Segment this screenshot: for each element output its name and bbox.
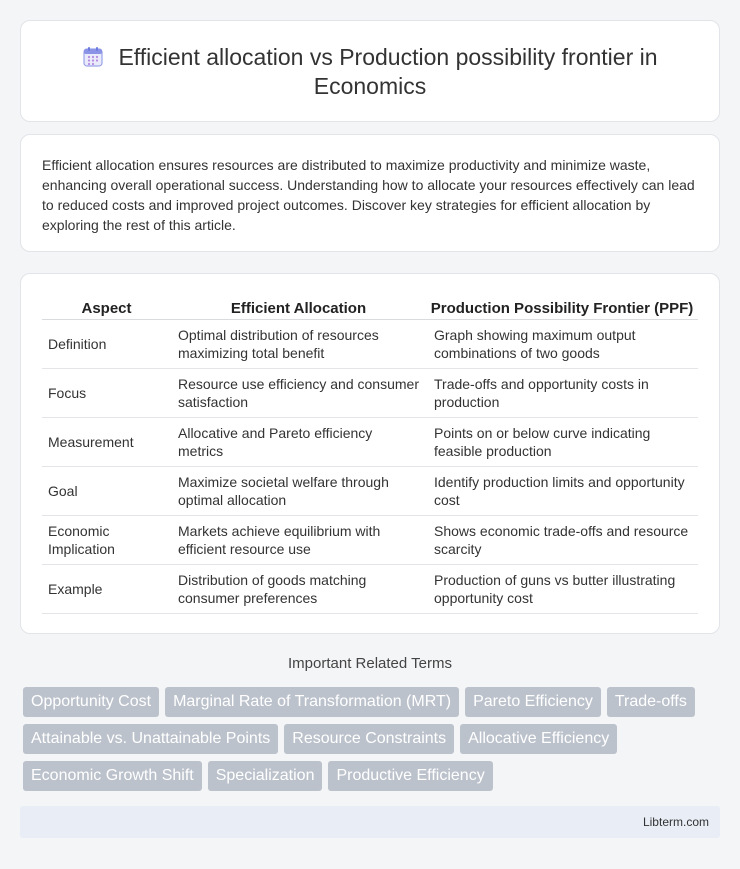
tag-attainable-points[interactable]: Attainable vs. Unattainable Points [23, 724, 278, 754]
table-row [42, 369, 698, 418]
tag-mrt[interactable]: Marginal Rate of Transformation (MRT) [165, 687, 459, 717]
row-aspect: Economic Implication [42, 516, 171, 565]
row-efficient-allocation: Markets achieve equilibrium with efficient resource use [171, 516, 426, 565]
header-ppf: Production Possibility Frontier (PPF) [426, 296, 698, 320]
row-ppf: Production of guns vs butter illustrating opportunity cost [426, 565, 698, 614]
tag-productive-efficiency[interactable]: Productive Efficiency [328, 761, 492, 791]
calendar-icon [82, 46, 104, 68]
row-aspect: Focus [42, 369, 171, 418]
related-terms-list [23, 687, 717, 798]
table-row [42, 418, 698, 467]
footer-site-link[interactable]: Libterm.com [642, 815, 709, 829]
title-card [20, 20, 720, 122]
comparison-card [20, 273, 720, 634]
row-efficient-allocation: Optimal distribution of resources maximizing total benefit [171, 320, 426, 369]
row-efficient-allocation: Maximize societal welfare through optimal allocation [171, 467, 426, 516]
row-aspect: Goal [42, 467, 171, 516]
row-ppf: Identify production limits and opportunity cost [426, 467, 698, 516]
row-aspect: Example [42, 565, 171, 614]
table-row [42, 467, 698, 516]
row-aspect: Definition [42, 320, 171, 369]
tag-trade-offs[interactable]: Trade-offs [607, 687, 695, 717]
tag-row [23, 687, 717, 724]
related-terms-heading: Important Related Terms [288, 655, 452, 672]
tag-pareto-efficiency[interactable]: Pareto Efficiency [465, 687, 601, 717]
footer [20, 806, 720, 838]
row-efficient-allocation: Allocative and Pareto efficiency metrics [171, 418, 426, 467]
tag-specialization[interactable]: Specialization [208, 761, 323, 791]
row-ppf: Trade-offs and opportunity costs in production [426, 369, 698, 418]
header-efficient-allocation: Efficient Allocation [171, 296, 426, 320]
table-row [42, 320, 698, 369]
comparison-table [42, 296, 698, 614]
tag-allocative-efficiency[interactable]: Allocative Efficiency [460, 724, 617, 754]
row-efficient-allocation: Resource use efficiency and consumer satisfaction [171, 369, 426, 418]
intro-paragraph: Efficient allocation ensures resources are distributed to maximize productivity and minimize waste, enhancing overall operational success. Understanding how to allocate your resources effectively can lead to reduced costs and improved project outcomes. Discover key strategies for efficient allocation by exploring the rest of this article. [42, 157, 695, 233]
intro-card [20, 134, 720, 252]
row-ppf: Points on or below curve indicating feasible production [426, 418, 698, 467]
table-row [42, 516, 698, 565]
tag-economic-growth-shift[interactable]: Economic Growth Shift [23, 761, 202, 791]
tag-resource-constraints[interactable]: Resource Constraints [284, 724, 454, 754]
header-aspect: Aspect [42, 296, 171, 320]
page-title-wrap [21, 43, 719, 101]
tag-row [23, 761, 717, 798]
tag-opportunity-cost[interactable]: Opportunity Cost [23, 687, 159, 717]
table-row [42, 565, 698, 614]
table-header-row [42, 296, 698, 320]
row-ppf: Shows economic trade-offs and resource scarcity [426, 516, 698, 565]
row-efficient-allocation: Distribution of goods matching consumer preferences [171, 565, 426, 614]
page-title: Efficient allocation vs Production possibility frontier in Economics [118, 44, 658, 99]
row-ppf: Graph showing maximum output combinations of two goods [426, 320, 698, 369]
tag-row [23, 724, 717, 761]
row-aspect: Measurement [42, 418, 171, 467]
